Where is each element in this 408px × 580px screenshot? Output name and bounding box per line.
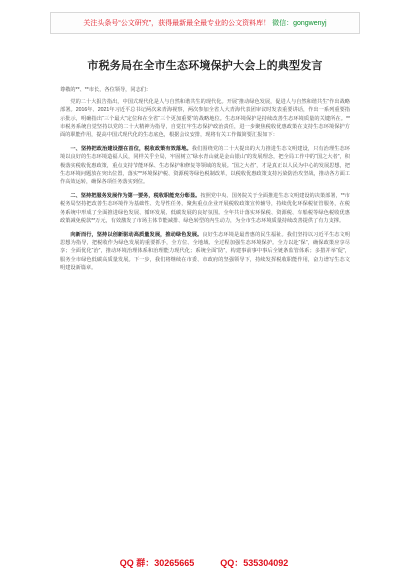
promo-text: 关注头条号“公文研究”，获得最新最全最专业的公文资料库！: [83, 20, 271, 27]
salutation: 尊敬的**、**市长，各位领导，同志们：: [60, 87, 152, 93]
section-1: [60, 145, 350, 186]
section-2: [60, 192, 350, 225]
section-3: [60, 231, 350, 272]
document-title: 市税务局在全市生态环境保护大会上的典型发言: [87, 60, 323, 72]
document-page: [60, 58, 350, 538]
section-2-heading: 二、坚持把服务发展作为第一要务，税收职能充分彰显。: [70, 193, 201, 200]
section-1-heading: 一、坚持把政治建设摆在首位，税收政策有效落地。: [70, 146, 192, 153]
section-3-body: 良好生态环境是最普惠的民生福祉。我们坚持以习近平生态文明思想为指导，把税收作为绿色发展的重要抓手，全方位、全地域、全过程加强生态环境保护。全力以赴“保”，确保政策应享尽享；全面优化“治”，推动环境治理体系和治理能力现代化；系统全面“防”，构建事前事中事后全链条监管体系；多措并举“促”，服务全市绿色低碳高质量发展。下一步，我们将继续在市委、市政府的坚强领导下，持续发挥税收职能作用，奋力谱写生态文明建设新篇章。: [60, 232, 350, 271]
wechat-id: 微信：gongwenyj: [272, 20, 327, 27]
section-1-body: 我们围绕党的二十大提出的大力推进生态文明建设，只有治理生态环境以良好的生态环境造福人民，同样关乎全局，牢固树立“绿水青山就是金山银山”的发展理念，把全局工作中的“国之大者”，积极落实税收优惠政策，重点支持节能环保、生态保护和修复等领域的发展。“国之大者”，才是真正以人民为中心的发展思想，把生态环境问题放在突出位置，落实**环境保护税、资源税等绿色税制改革，以税收优惠政策支持污染防治攻坚战，推动各方面工作高效运转，确保各项任务落实到位。: [60, 146, 350, 186]
qq-group: QQ 群：30265665: [119, 558, 195, 568]
intro-paragraph: 党的二十大报告指出，中国式现代化是人与自然和谐共生的现代化。开展“推动绿色发展，促进人与自然和谐共生”作出战略部署。2016年、2021年习近平总书记两次来青海视察，两次参加全省人大青海代表团审议时发表重要讲话，作出一系列重要指示批示，明确指出“三个最大”定位和在全省“三个更加重要”的战略地位。生态环境保护是持续改善生态环境质量的关键所在。**市税务系统自觉坚持以党的二十大精神为指导，自觉扛牢生态保护政治责任，进一步聚焦税收优惠政策在支持生态环境保护方面的职能作用，提高中国式现代化的生态底色，根据会议安排，现将有关工作做简要汇报如下：: [60, 99, 350, 139]
qq-number: QQ：535304092: [220, 558, 289, 568]
promo-banner: [50, 12, 360, 34]
contact-footer: [0, 556, 408, 570]
section-2-body: 按照党中央、国务院关于全面推进生态文明建设的决策部署，**市税务局坚持把改善生态环境作为基础性、先导性任务，聚焦重点企业开展税收政策宣传辅导，持续优化环保税征管服务，在税务系统中形成了全面推进绿色发展、循环发展、低碳发展的良好氛围。全年共计落实环保税、资源税、车船税等绿色税收优惠政策减免税款**万元，有效激发了市场主体节能减排、绿色转型的内生动力，为全市生态环境质量持续改善提供了有力支撑。: [60, 193, 350, 224]
section-3-heading: 向新而行，坚持以创新驱动高质量发展，推动绿色发展。: [70, 232, 203, 239]
